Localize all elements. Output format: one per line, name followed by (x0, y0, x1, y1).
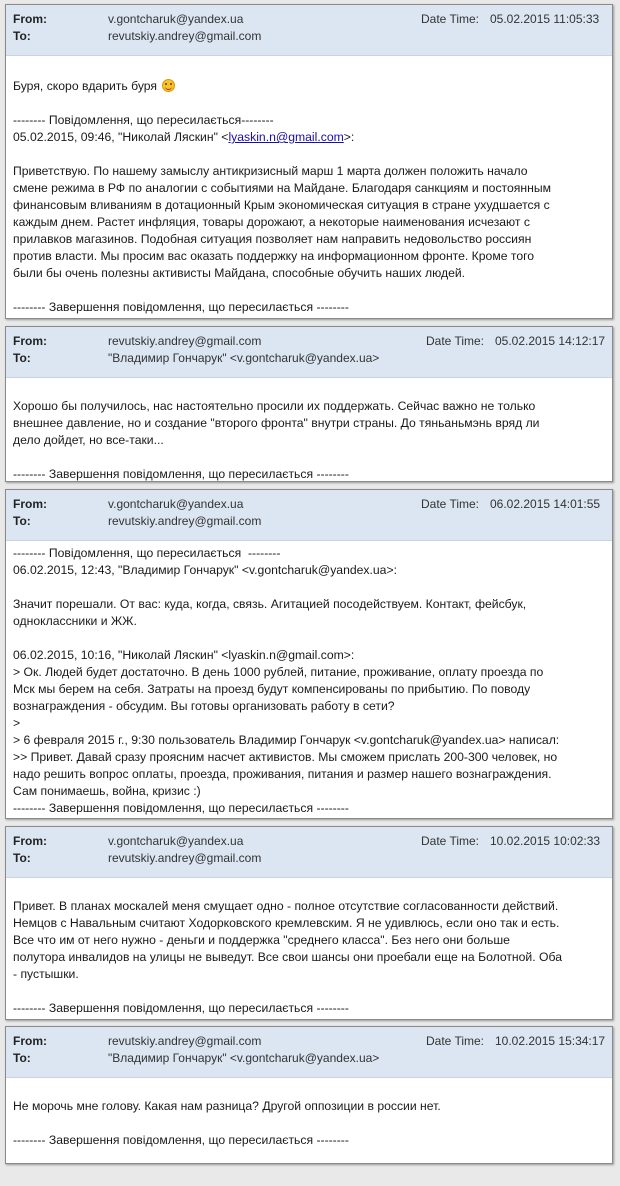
date-time-value: 05.02.2015 14:12:17 (495, 334, 606, 348)
email-message-2 (5, 326, 613, 482)
quote-header: 06.02.2015, 12:43, "Владимир Гончарук" <v.gontcharuk@yandex.ua>: (13, 563, 397, 577)
body-line: >> Привет. Давай сразу проясним насчет активистов. Мы сможем прислать 200-300 человек, но (13, 750, 558, 764)
forward-start-separator: -------- Повідомлення, що пересилається-------- (13, 113, 274, 127)
body-line: внешнее давление, но и создание "второго фронта" внутри страны. До тяньаньмэнь вряд ли (13, 416, 540, 430)
body-line: прилавков магазинов. Подобная ситуация позволяет нам направить недовольство россиян (13, 232, 532, 246)
to-value: revutskiy.andrey@gmail.com (108, 514, 262, 528)
body-line: > 6 февраля 2015 г., 9:30 пользователь Владимир Гончарук <v.gontcharuk@yandex.ua> написал: (13, 733, 560, 747)
body-line: каждым днем. Растет инфляция, товары дорожают, а некоторые наименования исчезают с (13, 215, 530, 229)
date-time-value: 06.02.2015 14:01:55 (490, 497, 601, 511)
body-line: > (13, 716, 21, 730)
forward-start-separator: -------- Повідомлення, що пересилається -------- (13, 546, 281, 560)
to-value: "Владимир Гончарук" <v.gontcharuk@yandex.ua> (108, 351, 380, 365)
email-message-3 (5, 489, 613, 819)
email-header (6, 327, 612, 378)
date-time-label: Date Time: (421, 834, 480, 848)
to-label: To: (13, 1051, 31, 1065)
to-value: "Владимир Гончарук" <v.gontcharuk@yandex.ua> (108, 1051, 380, 1065)
body-line: Привет. В планах москалей меня смущает одно - полное отсутствие согласованности действий. (13, 899, 559, 913)
date-time-value: 10.02.2015 10:02:33 (490, 834, 601, 848)
body-line: Приветствую. По нашему замыслу антикризисный марш 1 марта должен положить начало (13, 164, 528, 178)
from-label: From: (13, 12, 47, 26)
email-header (6, 5, 612, 56)
body-line: надо решить вопрос оплаты, проезда, проживания, питания и размер нашего вознаграждения. (13, 767, 552, 781)
email-body (6, 878, 612, 1020)
from-label: From: (13, 1034, 47, 1048)
body-line: Сам понимаешь, война, кризис :) (13, 784, 201, 798)
body-line: - пустышки. (13, 967, 79, 981)
to-value: revutskiy.andrey@gmail.com (108, 851, 262, 865)
email-message-5 (5, 1026, 613, 1164)
greeting-line: Буря, скоро вдарить буря (13, 78, 604, 95)
body-line: Все что им от него нужно - деньги и поддержка "среднего класса". Без него они больше (13, 933, 510, 947)
email-body (6, 541, 612, 819)
body-line: Мск мы берем на себя. Затраты на проезд будут компенсированы по прибытию. По поводу (13, 682, 531, 696)
smiley-icon (162, 79, 175, 92)
date-time-label: Date Time: (426, 1034, 485, 1048)
body-line: против власти. Мы просим вас оказать поддержку на информационном фронте. Кроме того (13, 249, 535, 263)
body-line: были бы очень полезны активисты Майдана, способные обучить наших людей. (13, 266, 466, 280)
email-body (6, 1078, 612, 1155)
date-time-label: Date Time: (426, 334, 485, 348)
from-label: From: (13, 334, 47, 348)
body-line: Значит порешали. От вас: куда, когда, связь. Агитацией посодействуем. Контакт, фейсбук, (13, 597, 527, 611)
from-label: From: (13, 497, 47, 511)
body-line: Немцов с Навальным считают Ходорковского кремлевским. Я не удивлюсь, если оно так и есть. (13, 916, 560, 930)
email-header (6, 490, 612, 541)
from-label: From: (13, 834, 47, 848)
from-value: v.gontcharuk@yandex.ua (108, 497, 244, 511)
forward-end-separator: -------- Завершення повідомлення, що пересилається -------- (13, 300, 349, 314)
from-value: v.gontcharuk@yandex.ua (108, 12, 244, 26)
date-time-label: Date Time: (421, 497, 480, 511)
email-header (6, 827, 612, 878)
email-header (6, 1027, 612, 1078)
from-value: v.gontcharuk@yandex.ua (108, 834, 244, 848)
body-line: Хорошо бы получилось, нас настоятельно просили их поддержать. Сейчас важно не только (13, 399, 536, 413)
date-time-value: 10.02.2015 15:34:17 (495, 1034, 606, 1048)
body-line: вознаграждения - обсудим. Вы готовы организовать работу в сети? (13, 699, 395, 713)
date-time-label: Date Time: (421, 12, 480, 26)
body-line: полутора инвалидов на улицы не выведут. Все свои шансы они проебали еще на Болотной. Оба (13, 950, 562, 964)
from-value: revutskiy.andrey@gmail.com (108, 1034, 262, 1048)
email-body (6, 56, 612, 319)
body-line: > Ок. Людей будет достаточно. В день 1000 рублей, питание, проживание, оплату проезда по (13, 665, 544, 679)
body-line: одноклассники и ЖЖ. (13, 614, 137, 628)
to-label: To: (13, 851, 31, 865)
email-message-1 (5, 4, 613, 319)
body-line: смене режима в РФ по аналогии с событиями на Майдане. Благодаря санкциям и постоянным (13, 181, 551, 195)
email-message-4 (5, 826, 613, 1020)
to-label: To: (13, 351, 31, 365)
quote-header: 05.02.2015, 09:46, "Николай Ляскин" <lyaskin.n@gmail.com>: (13, 130, 355, 144)
body-line: 06.02.2015, 10:16, "Николай Ляскин" <lyaskin.n@gmail.com>: (13, 648, 355, 662)
body-line: Не морочь мне голову. Какая нам разница? Другой оппозиции в россии нет. (13, 1099, 441, 1113)
body-line: дело дойдет, но все-таки... (13, 433, 164, 447)
email-link[interactable]: lyaskin.n@gmail.com (228, 130, 344, 144)
to-label: To: (13, 514, 31, 528)
to-label: To: (13, 29, 31, 43)
email-body (6, 378, 612, 482)
forward-end-separator: -------- Завершення повідомлення, що пересилається -------- (13, 467, 349, 481)
to-value: revutskiy.andrey@gmail.com (108, 29, 262, 43)
forward-end-separator: -------- Завершення повідомлення, що пересилається -------- (13, 1133, 349, 1147)
forward-end-separator: -------- Завершення повідомлення, що пересилається -------- (13, 801, 349, 815)
from-value: revutskiy.andrey@gmail.com (108, 334, 262, 348)
body-line: финансовым вливаниям в дотационный Крым экономическая ситуация в стране ухудшается с (13, 198, 550, 212)
date-time-value: 05.02.2015 11:05:33 (490, 12, 600, 26)
forward-end-separator: -------- Завершення повідомлення, що пересилається -------- (13, 1001, 349, 1015)
